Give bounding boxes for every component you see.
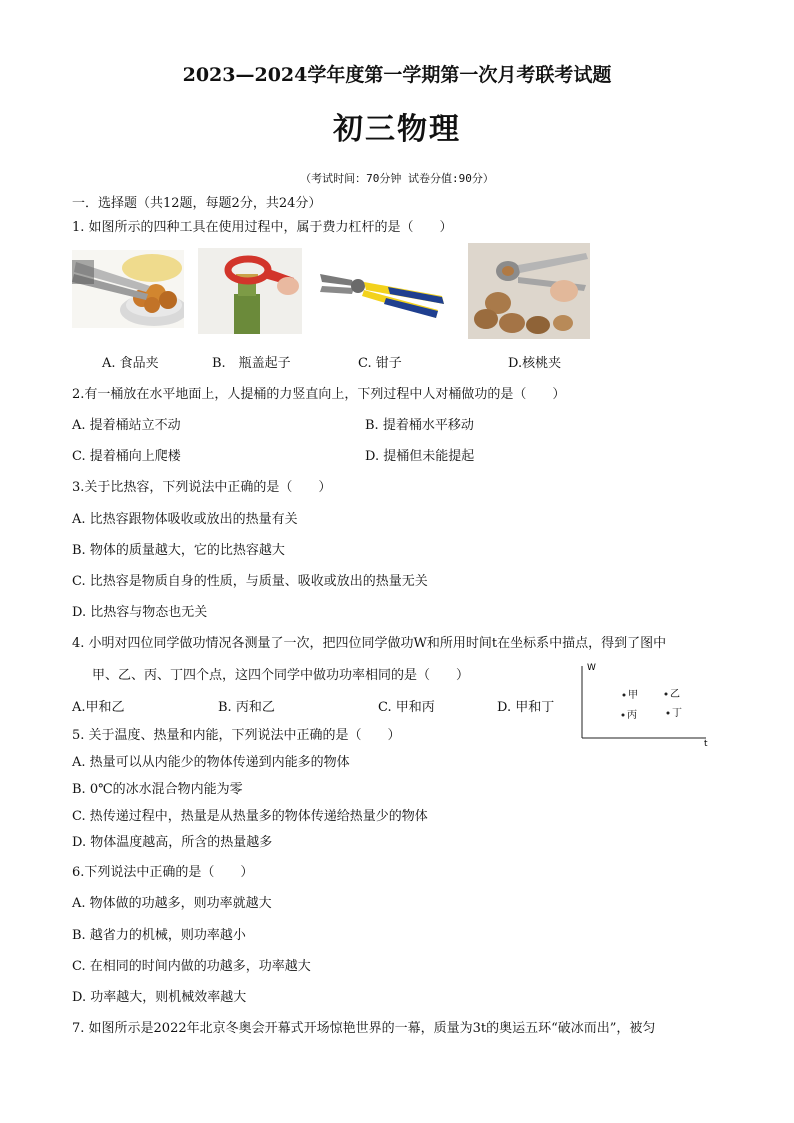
food-tongs-image — [72, 250, 184, 328]
subject-title: 初三物理 — [333, 112, 461, 147]
q2-option-d[interactable]: D. 提桶但未能提起 — [365, 449, 475, 464]
q5-option-c[interactable]: C. 热传递过程中，热量是从热量多的物体传递给热量少的物体 — [72, 809, 428, 824]
nutcracker-image — [468, 243, 590, 339]
q4-stem-line1: 4. 小明对四位同学做功情况各测量了一次，把四位同学做功W和所用时间t在坐标系中描点，得到了图中 — [72, 636, 667, 651]
point-jia-label: 甲 — [628, 690, 638, 701]
q1-option-b[interactable]: B. 瓶盖起子 — [212, 356, 291, 371]
q3-option-d[interactable]: D. 比热容与物态也无关 — [72, 605, 208, 620]
x-axis-label: t — [704, 739, 708, 749]
q6-option-b[interactable]: B. 越省力的机械，则功率越小 — [72, 928, 246, 943]
q2-option-a[interactable]: A. 提着桶站立不动 — [72, 418, 181, 433]
point-yi — [665, 693, 668, 696]
q6-option-d[interactable]: D. 功率越大，则机械效率越大 — [72, 990, 247, 1005]
y-axis-label: W — [587, 663, 596, 673]
q5-stem: 5. 关于温度、热量和内能，下列说法中正确的是（ ） — [72, 728, 401, 743]
point-yi-label: 乙 — [670, 689, 680, 700]
point-jia — [623, 694, 626, 697]
q2-option-b[interactable]: B. 提着桶水平移动 — [365, 418, 474, 433]
q7-stem: 7. 如图所示是2022年北京冬奥会开幕式开场惊艳世界的一幕，质量为3t的奥运五环“破冰而出”，被匀 — [72, 1021, 656, 1036]
point-ding-label: 丁 — [672, 708, 682, 719]
work-time-graph — [572, 658, 714, 750]
q1-option-d[interactable]: D.核桃夹 — [508, 356, 562, 371]
q3-option-c[interactable]: C. 比热容是物质自身的性质，与质量、吸收或放出的热量无关 — [72, 574, 428, 589]
q6-option-a[interactable]: A. 物体做的功越多，则功率就越大 — [72, 896, 272, 911]
q3-stem: 3.关于比热容，下列说法中正确的是（ ） — [72, 480, 332, 495]
q6-stem: 6.下列说法中正确的是（ ） — [72, 865, 254, 880]
q4-stem-line2: 甲、乙、丙、丁四个点，这四个同学中做功功率相同的是（ ） — [92, 668, 470, 683]
q4-option-b[interactable]: B. 丙和乙 — [218, 700, 275, 715]
q1-stem: 1. 如图所示的四种工具在使用过程中，属于费力杠杆的是（ ） — [72, 220, 453, 235]
q4-option-c[interactable]: C. 甲和丙 — [378, 700, 435, 715]
pliers-image — [318, 260, 448, 320]
exam-title: 2023—2024学年度第一学期第一次月考联考试题 — [182, 64, 612, 86]
q2-option-c[interactable]: C. 提着桶向上爬楼 — [72, 449, 181, 464]
q1-option-a[interactable]: A. 食品夹 — [102, 356, 159, 371]
point-bing-label: 丙 — [627, 710, 637, 721]
section-heading: 一．选择题（共12题，每题2分，共24分） — [72, 196, 322, 211]
q5-option-b[interactable]: B. 0℃的冰水混合物内能为零 — [72, 782, 243, 797]
q1-option-c[interactable]: C. 钳子 — [358, 356, 402, 371]
q4-option-d[interactable]: D. 甲和丁 — [497, 700, 555, 715]
q3-option-a[interactable]: A. 比热容跟物体吸收或放出的热量有关 — [72, 512, 298, 527]
exam-info: （考试时间：70分钟 试卷分值:90分） — [300, 172, 494, 185]
q3-option-b[interactable]: B. 物体的质量越大，它的比热容越大 — [72, 543, 285, 558]
q4-option-a[interactable]: A.甲和乙 — [72, 700, 125, 715]
point-bing — [622, 714, 625, 717]
q6-option-c[interactable]: C. 在相同的时间内做的功越多，功率越大 — [72, 959, 311, 974]
bottle-opener-image — [198, 248, 302, 334]
point-ding — [667, 712, 670, 715]
q5-option-a[interactable]: A. 热量可以从内能少的物体传递到内能多的物体 — [72, 755, 350, 770]
q2-stem: 2.有一桶放在水平地面上，人提桶的力竖直向上，下列过程中人对桶做功的是（ ） — [72, 387, 566, 402]
q5-option-d[interactable]: D. 物体温度越高，所含的热量越多 — [72, 835, 273, 850]
